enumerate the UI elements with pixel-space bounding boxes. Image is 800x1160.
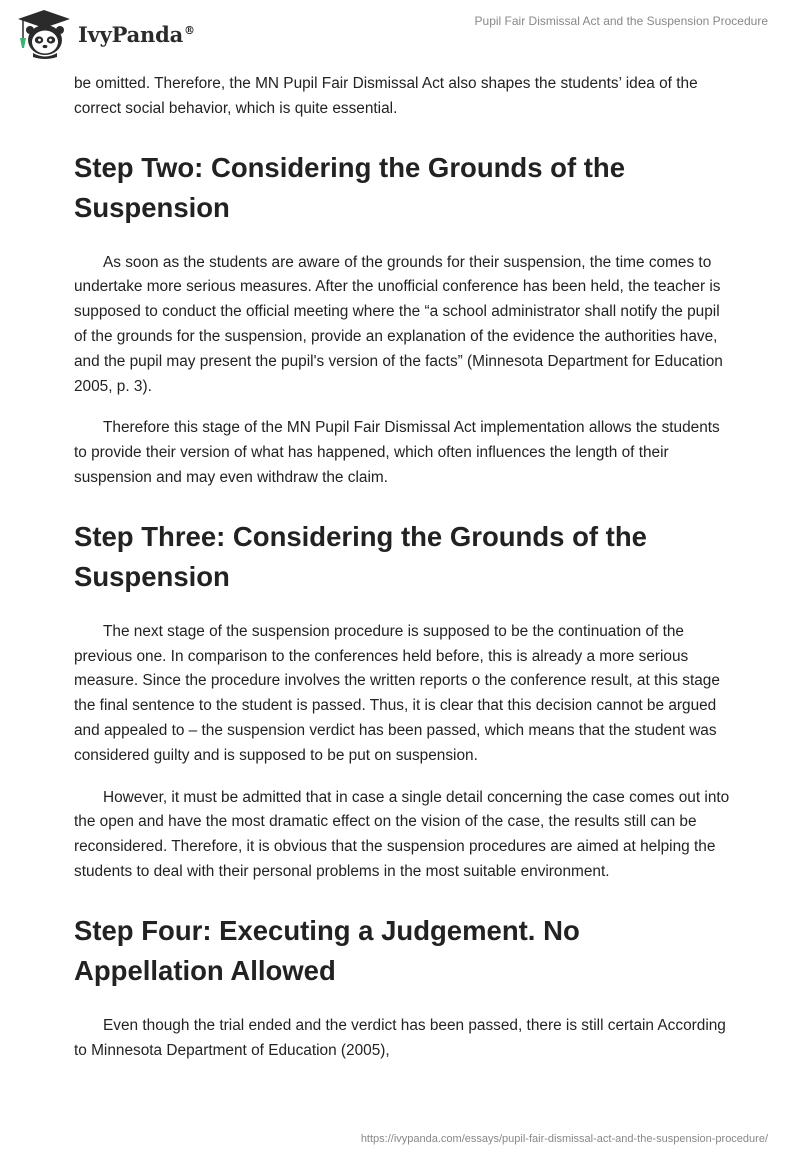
section-heading: Step Four: Executing a Judgement. No Appellation Allowed	[74, 914, 580, 986]
essay-body	[74, 72, 734, 1063]
paragraph: As soon as the students are aware of the grounds for their suspension, the time comes to undertake more serious measures. After the unofficial conference has been held, the teacher is supposed to conduct the official meeting where the “a school administrator shall notify the pupil of the grounds for the suspension, provide an explanation of the evidence the authorities have, and the pupil may present the pupil's version of the facts” (Minnesota Department for Education 2005, p. 3).	[74, 253, 723, 395]
source-url-link[interactable]: https://ivypanda.com/essays/pupil-fair-dismissal-act-and-the-suspension-procedure/	[360, 1133, 768, 1145]
paragraph: However, it must be admitted that in case a single detail concerning the case comes out into the open and have the most dramatic effect on the vision of the case, the results still can be reconsidered. Therefore, it is obvious that the suspension procedures are aimed at helping the students to deal with their personal problems in the most suitable environment.	[74, 788, 730, 880]
section-heading: Step Three: Considering the Grounds of the Suspension	[74, 520, 647, 592]
paragraph: Therefore this stage of the MN Pupil Fair Dismissal Act implementation allows the students to provide their version of what has happened, which often influences the length of their suspension and may even withdraw the claim.	[74, 419, 720, 486]
document-title: Pupil Fair Dismissal Act and the Suspension Procedure	[474, 14, 768, 28]
page-header	[0, 0, 800, 70]
brand-name: IvyPanda®	[78, 21, 195, 47]
section-heading: Step Two: Considering the Grounds of the Suspension	[74, 151, 625, 223]
paragraph: Even though the trial ended and the verdict has been passed, there is still certain According to Minnesota Department of Education (2005),	[74, 1016, 726, 1059]
paragraph: The next stage of the suspension procedure is supposed to be the continuation of the previous one. In comparison to the conferences held before, this is already a more serious measure. Since the procedure involves the written reports o the conference result, at this stage the final sentence to the student is passed. Thus, it is clear that this decision cannot be argued and appealed to – the suspension verdict has been passed, which means that the student was considered guilty and is supposed to be put on suspension.	[74, 622, 720, 764]
intro-paragraph: be omitted. Therefore, the MN Pupil Fair Dismissal Act also shapes the students’ idea of the correct social behavior, which is quite essential.	[74, 75, 698, 117]
ivypanda-logo[interactable]	[14, 8, 195, 60]
panda-logo-icon	[14, 8, 74, 60]
